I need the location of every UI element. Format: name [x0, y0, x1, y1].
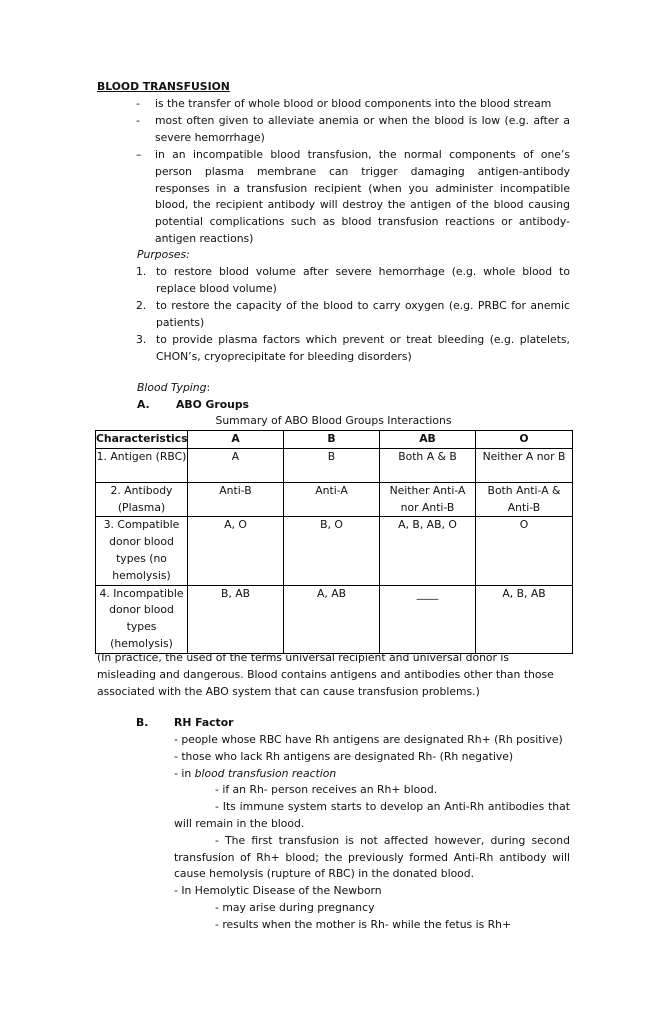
- table-cell: A, O: [188, 517, 284, 585]
- table-cell: Both Anti-A & Anti-B: [476, 482, 573, 517]
- table-cell: A, B, AB, O: [380, 517, 476, 585]
- blood-typing-colon: :: [206, 381, 211, 394]
- purpose-number: 1.: [136, 265, 147, 278]
- table-cell: 1. Antigen (RBC): [96, 448, 188, 482]
- rh-hdn-point-2: - results when the mother is Rh- while the fetus is Rh+: [215, 917, 512, 931]
- table-row-antigen: [96, 448, 573, 482]
- table-row-compatible: [96, 517, 573, 585]
- definition-text: is the transfer of whole blood or blood components into the blood stream: [155, 97, 552, 110]
- table-header-row: [96, 431, 573, 449]
- definition-item-3: [130, 147, 570, 248]
- dash-bullet: -: [136, 97, 140, 110]
- table-cell: B, O: [284, 517, 380, 585]
- blood-typing-label: Blood Typing: [137, 381, 207, 394]
- blood-typing-heading: [137, 380, 210, 397]
- purpose-item-1: [136, 264, 570, 298]
- rh-line-negative: - those who lack Rh antigens are designated Rh- (Rh negative): [174, 749, 514, 763]
- purpose-text: to restore the capacity of the blood to carry oxygen (e.g. PRBC for anemic patients): [156, 299, 570, 329]
- rh-section-letter: B.: [136, 716, 149, 729]
- table-cell: Neither A nor B: [476, 448, 573, 482]
- table-cell: Both A & B: [380, 448, 476, 482]
- rh-hdn-point-1: - may arise during pregnancy: [215, 900, 375, 914]
- abo-interactions-table: [95, 430, 573, 654]
- rh-reaction-point-3: - The first transfusion is not affected however, during second transfusion of Rh+ blood; the previously formed Anti-Rh antibody will cause hemolysis (rupture of RBC) in the donated blood.: [174, 833, 570, 881]
- purpose-number: 3.: [136, 333, 147, 346]
- table-cell: 2. Antibody (Plasma): [96, 482, 188, 517]
- header-group-a: A: [188, 431, 284, 449]
- header-group-b: B: [284, 431, 380, 449]
- rh-content: [174, 732, 570, 934]
- rh-reaction-line: [174, 766, 570, 783]
- table-cell: B: [284, 448, 380, 482]
- definition-text: most often given to alleviate anemia or when the blood is low (e.g. after a severe hemorrhage): [155, 114, 570, 144]
- definition-item-1: [130, 96, 570, 113]
- rh-reaction-point-1: - if an Rh- person receives an Rh+ blood.: [215, 783, 438, 797]
- purposes-heading: Purposes:: [137, 248, 190, 261]
- table-cell: ____: [380, 585, 476, 653]
- rh-reaction-italic: blood transfusion reaction: [194, 766, 337, 780]
- rh-reaction-prefix: - in: [174, 766, 195, 780]
- table-cell: A, B, AB: [476, 585, 573, 653]
- table-cell: Anti-A: [284, 482, 380, 517]
- rh-line-positive: - people whose RBC have Rh antigens are designated Rh+ (Rh positive): [174, 733, 563, 746]
- table-cell: A, AB: [284, 585, 380, 653]
- table-cell: A: [188, 448, 284, 482]
- dash-bullet: –: [136, 148, 142, 161]
- table-cell: O: [476, 517, 573, 585]
- purpose-text: to provide plasma factors which prevent or treat bleeding (e.g. platelets, CHON’s, cryoprecipitate for bleeding disorders): [156, 333, 570, 363]
- table-cell: 3. Compatible donor blood types (no hemolysis): [96, 517, 188, 585]
- table-cell: Anti-B: [188, 482, 284, 517]
- table-cell: Neither Anti-A nor Anti-B: [380, 482, 476, 517]
- definition-item-2: [130, 113, 570, 147]
- document-title: BLOOD TRANSFUSION: [97, 80, 230, 93]
- table-cell: 4. Incompatible donor blood types (hemolysis): [96, 585, 188, 653]
- header-group-ab: AB: [380, 431, 476, 449]
- table-row-antibody: [96, 482, 573, 517]
- table-row-incompatible: [96, 585, 573, 653]
- abo-section-title: ABO Groups: [176, 398, 249, 411]
- purpose-item-2: [136, 298, 570, 332]
- definition-text: in an incompatible blood transfusion, the normal components of one’s person plasma membrane can trigger damaging antigen-antibody responses in a transfusion recipient (when you administer incompatible blood, the recipient antibody will destroy the antigen of the blood causing potential complications such as blood transfusion reactions or antibody-antigen reactions): [155, 148, 570, 245]
- abo-section-letter: A.: [137, 398, 150, 411]
- purpose-text: to restore blood volume after severe hemorrhage (e.g. whole blood to replace blood volume): [156, 265, 570, 295]
- header-group-o: O: [476, 431, 573, 449]
- table-cell: B, AB: [188, 585, 284, 653]
- table-note: (In practice, the used of the terms universal recipient and universal donor is misleading and dangerous. Blood contains antigens and antibodies other than those associated with the ABO system that can cause transfusion problems.): [97, 651, 554, 698]
- dash-bullet: -: [136, 114, 140, 127]
- purpose-number: 2.: [136, 299, 147, 312]
- purpose-item-3: [136, 332, 570, 366]
- rh-section-title: RH Factor: [174, 716, 234, 729]
- table-caption: Summary of ABO Blood Groups Interactions: [215, 414, 452, 427]
- rh-hdn-line: - In Hemolytic Disease of the Newborn: [174, 884, 382, 898]
- rh-reaction-point-2: - Its immune system starts to develop an Anti-Rh antibodies that will remain in the blood.: [174, 800, 570, 830]
- header-characteristics: Characteristics: [96, 431, 188, 449]
